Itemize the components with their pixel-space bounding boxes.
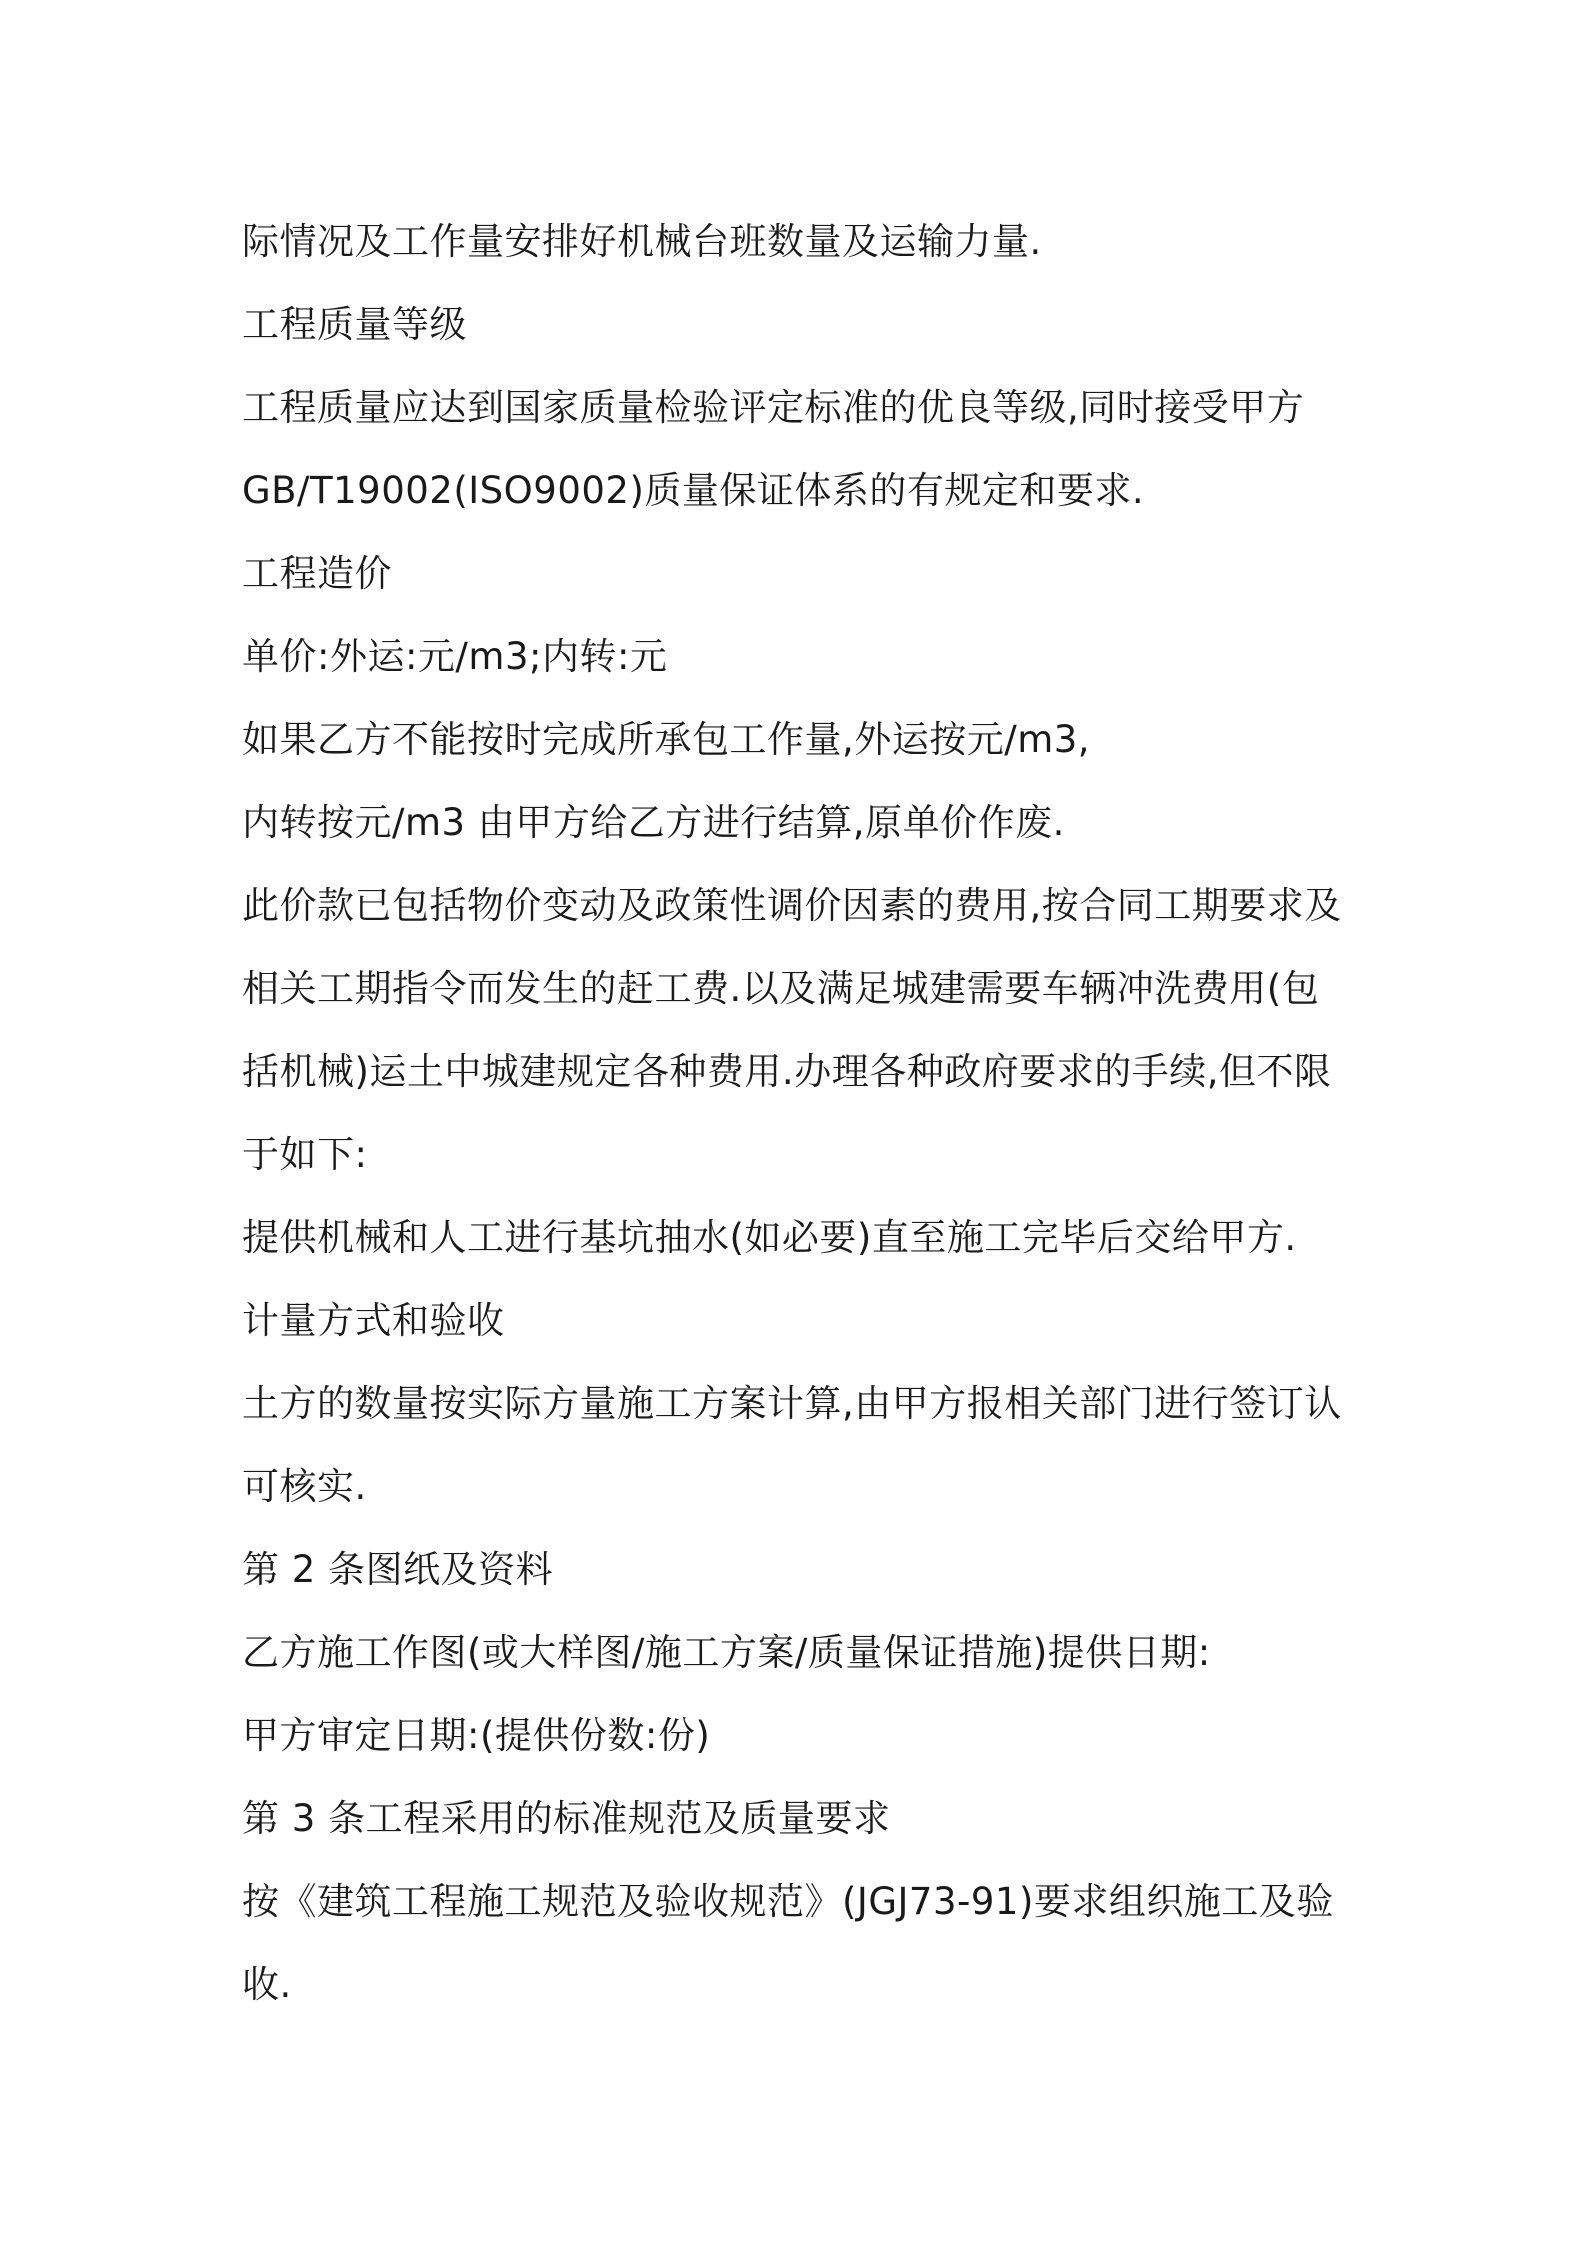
document-body — [242, 200, 1382, 2026]
section-heading: 工程造价 — [242, 552, 392, 595]
text-line: 可核实. — [242, 1465, 367, 1508]
text-line: 际情况及工作量安排好机械台班数量及运输力量. — [242, 220, 1042, 263]
text-line: 乙方施工作图(或大样图/施工方案/质量保证措施)提供日期: — [242, 1631, 1211, 1674]
text-line: 工程质量应达到国家质量检验评定标准的优良等级,同时接受甲方 — [242, 386, 1305, 429]
text-line: 此价款已包括物价变动及政策性调价因素的费用,按合同工期要求及 — [242, 884, 1342, 927]
text-line: 于如下: — [242, 1133, 368, 1176]
section-heading: 工程质量等级 — [242, 303, 467, 346]
text-line: 提供机械和人工进行基坑抽水(如必要)直至施工完毕后交给甲方. — [242, 1216, 1297, 1259]
text-line: 甲方审定日期:(提供份数:份) — [242, 1714, 711, 1757]
text-line: 括机械)运土中城建规定各种费用.办理各种政府要求的手续,但不限 — [242, 1050, 1332, 1093]
text-line: 相关工期指令而发生的赶工费.以及满足城建需要车辆冲洗费用(包 — [242, 967, 1320, 1010]
text-line: GB/T19002(ISO9002)质量保证体系的有规定和要求. — [242, 469, 1145, 512]
text-line: 土方的数量按实际方量施工方案计算,由甲方报相关部门进行签订认 — [242, 1382, 1342, 1425]
section-heading: 计量方式和验收 — [242, 1299, 505, 1342]
article-heading: 第 3 条工程采用的标准规范及质量要求 — [242, 1797, 891, 1840]
text-line: 如果乙方不能按时完成所承包工作量,外运按元/m3, — [242, 718, 1091, 761]
text-line: 按《建筑工程施工规范及验收规范》(JGJ73-91)要求组织施工及验 — [242, 1880, 1334, 1923]
text-line: 单价:外运:元/m3;内转:元 — [242, 635, 668, 678]
text-line: 收. — [242, 1963, 292, 2006]
text-line: 内转按元/m3 由甲方给乙方进行结算,原单价作废. — [242, 801, 1065, 844]
article-heading: 第 2 条图纸及资料 — [242, 1548, 554, 1591]
